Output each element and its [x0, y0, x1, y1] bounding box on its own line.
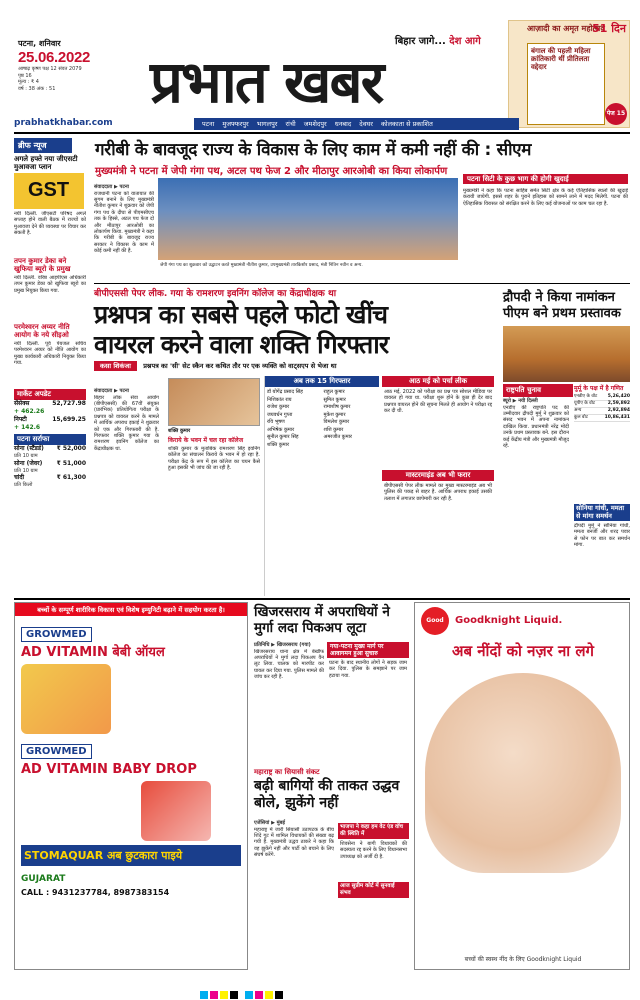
url-bar [14, 118, 630, 130]
maker-logo: GUJARAT [21, 874, 66, 884]
vote-row [574, 394, 630, 401]
product-title: AD VITAMIN BABY DROP [21, 762, 197, 777]
market-name: निफ्टी [14, 416, 27, 423]
newspaper-logo: प्रभात खबर [150, 48, 383, 116]
lead-headline[interactable]: गरीबी के बावजूद राज्य के विकास के लिए काम में कमी नहीं की : सीएम [95, 140, 532, 160]
loot-headline[interactable]: खिजरसराय में अपराधियों ने मुर्गा लदा पिकअप लूटा [254, 604, 390, 636]
maha-sidebar-head: भाजपा ने कहा हम वेट एंड वॉच की स्थिति में [338, 823, 409, 839]
swatch-yellow [265, 991, 273, 999]
bullion-unit: प्रति 10 ग्राम [14, 453, 38, 459]
leak-kicker: बीपीएससी पेपर लीक. गया के रामशरण इवनिंग कॉलेज का केंद्राधीक्षक था [94, 289, 337, 299]
side-body: मुख्यमंत्री ने कहा कि पटना साहिब समेत सिटी क्षेत्र के कई ऐतिहासिक स्थलों की खुदाई करायी जायेगी. इससे शहर के पुराने इतिहास को सामने लाने में मदद मिलेगी. पटना की ऐतिहासिक विरासत को संरक्षित करने के लिए कई योजनाओं पर काम चल रहा है. [463, 188, 628, 207]
bullion-unit: प्रति किलो [14, 482, 33, 488]
leak-date-box [382, 376, 494, 596]
arrested-item: शक्ति कुमार [267, 441, 289, 448]
ad-phone[interactable]: CALL : 9431237784, 8987383154 [21, 888, 170, 897]
bullion-name: सोना (जेवर) [14, 459, 43, 467]
product-image [21, 664, 111, 734]
vote-row [574, 415, 630, 422]
promo-headline: बंगाल की पहली महिला क्रांतिकारी थीं प्रीतिलता वद्देदार [531, 47, 591, 71]
edition-detail: मूल्य : ₹ 4 [18, 79, 39, 85]
section-divider [14, 598, 630, 600]
nav-item[interactable]: रांची [285, 120, 296, 128]
president-body: एनडीए की राष्ट्रपति पद की उम्मीदवार द्रौपदी मुर्मू ने शुक्रवार को संसद भवन में अपना नामांकन दाखिल किया. प्रधानमंत्री नरेंद्र मोदी उनके प्रथम प्रस्तावक बने. इस दौरान कई केंद्रीय मंत्री और मुख्यमंत्री मौजूद रहे. [503, 404, 569, 449]
nav-item[interactable]: पटना [202, 120, 215, 128]
market-value: 15,699.25 [52, 416, 86, 423]
mastermind-head: मास्टरमाइंड अब भी फरार [382, 470, 494, 481]
market-row [14, 416, 86, 424]
maha-sidebar-head: आज सुप्रीम कोर्ट में सुनवाई संभव [338, 882, 409, 898]
swatch-yellow [220, 991, 228, 999]
loot-sidebar-head: गया-पटना मुख्य मार्ग पर आवागमन हुआ सुचारु [327, 642, 409, 658]
loot-dateline: प्रतिनिधि ▶ खिजरसराय (गया) [254, 642, 311, 648]
section-divider [94, 283, 630, 284]
arrested-head: अब तक 15 गिरफ्तार [265, 376, 379, 387]
print-registration-strip [0, 972, 640, 1000]
president-headline[interactable]: द्रौपदी ने किया नामांकन पीएम बने प्रथम प्रस्तावक [503, 290, 621, 321]
swatch-cyan [245, 991, 253, 999]
arrested-item: राहुल कुमार [323, 389, 345, 395]
vote-row [574, 408, 630, 415]
leak-headline-line1[interactable]: प्रश्नपत्र का सबसे पहले फोटो खींच [94, 300, 388, 329]
vote-label: यूपीए के वोट [574, 401, 596, 406]
market-row [14, 424, 86, 432]
vote-value: 2,59,892 [607, 401, 630, 406]
swatch-black [275, 991, 283, 999]
maha-body: महाराष्ट्र में जारी सियासी उठापटक के बीच शिंदे गुट में शामिल विधायकों की संख्या बढ़ गयी है. मुख्यमंत्री उद्धव ठाकरे ने कहा कि वह झुकेंगे नहीं और पार्टी को बचाने के लिए संघर्ष करेंगे. [254, 826, 334, 859]
bullion-row [14, 460, 86, 468]
growmed-ad[interactable] [14, 602, 248, 970]
maha-sidebar [338, 820, 409, 970]
leak-deck [94, 360, 494, 372]
sonia-body: द्रौपदी मुर्मू ने सोनिया गांधी, ममता बनर्जी और शरद पवार से फोन पर बात कर समर्थन मांगा. [574, 523, 630, 549]
sleeping-baby-image [425, 673, 621, 873]
maha-story [254, 820, 334, 970]
edition-detail: आषाढ़ कृष्ण पक्ष 12 संवत 2079 [18, 66, 82, 72]
lead-subhead: मुख्यमंत्री ने पटना में जेपी गंगा पथ, अटल पथ फेज 2 और मीठापुर आरओबी का किया लोकार्पण [95, 166, 448, 177]
brief-news-tag: ब्रीफ न्यूज [14, 138, 72, 153]
arrested-item: राजेश कुमार [267, 404, 290, 410]
arrested-box [264, 376, 379, 596]
lead-story-text [94, 184, 154, 272]
maha-headline[interactable]: बढ़ी बागियों की ताकत उद्धव बोले, झुकेंगे नहीं [254, 778, 400, 811]
color-swatches [200, 984, 285, 1000]
mastermind-body: बीपीएससी पेपर लीक मामले का मुख्य मास्टरमाइंड अब भी पुलिस की पकड़ से बाहर है. आर्थिक अपराध इकाई उसकी तलाश में लगातार छापेमारी कर रही है. [384, 483, 492, 502]
vote-row [574, 401, 630, 408]
arrested-item: डॉ योगेंद्र प्रसाद सिंह [267, 389, 303, 395]
edition-date: 25.06.2022 [18, 49, 91, 66]
swatch-magenta [210, 991, 218, 999]
product-image [141, 781, 211, 841]
bullion-value: ₹ 51,000 [56, 459, 86, 467]
edition-nav [194, 118, 519, 130]
swatch-cyan [200, 991, 208, 999]
lead-body: राजधानी पटना को यातायात की सुगम बनाने के लिए मुख्यमंत्री नीतीश कुमार ने शुक्रवार को जेपी गंगा पथ के दीघा से पीएमसीएच तक के हिस्से, अटल पथ फेज दो और मीठापुर आरओबी का लोकार्पण किया. मुख्यमंत्री ने कहा कि गरीबी के बावजूद राज्य सरकार ने विकास के काम में कोई कमी नहीं की है. [94, 190, 154, 255]
market-change: + 462.26 [14, 408, 45, 415]
arrested-item: जयवर्धन गुप्ता [267, 411, 293, 418]
nav-item[interactable]: देवघर [359, 120, 373, 128]
side-headline[interactable]: पटना सिटी के कुछ भाग की होगी खुदाई [463, 174, 628, 184]
leak-deck-text: प्रश्नपत्र का 'सी' सेट स्कैन कर कथित तौर पर एक व्यक्ति को वाट्सएप से भेजा था [143, 362, 337, 370]
arrested-item: विमलेश कुमार [323, 419, 350, 425]
market-row [14, 400, 86, 408]
brand-logo: GROWMED [21, 744, 92, 759]
arrested-item: अभिषेक कुमार [267, 426, 295, 433]
promo-box[interactable] [508, 20, 630, 128]
brief-news-column [14, 138, 86, 596]
market-update-tag: मार्केट अपडेट [14, 389, 86, 400]
tagline-part: बिहार जागे... [395, 36, 446, 47]
leak-dateline: संवाददाता ▶ पटना [94, 388, 129, 394]
promo-badge: 51 दिन [592, 22, 626, 35]
arrested-item: सुनील कुमार सिंह [267, 434, 299, 440]
brief-headline[interactable]: तपन कुमार डेका बने खुफिया ब्यूरो के प्रमुख [14, 257, 71, 273]
accused-photo [168, 378, 260, 426]
loot-sidebar-body: घटना के बाद स्थानीय लोगों ने सड़क जाम कर दिया. पुलिस के समझाने पर जाम हटाया गया. [329, 660, 407, 679]
brand-logo: GROWMED [21, 627, 92, 642]
accused-photo-name: शक्ति कुमार [168, 428, 191, 434]
maha-sidebar-body: शिवसेना ने बागी विधायकों की सदस्यता रद्द करने के लिए विधानसभा उपाध्यक्ष को अर्जी दी है. [340, 841, 407, 860]
vote-label: कुल वोट [574, 415, 588, 420]
ad-strip: बच्चों के सम्पूर्ण शारीरिक विकास एवं विशेष इम्युनिटी बढ़ाने में सहयोग करता है। [15, 603, 247, 616]
edition-detail: पृष्ठ 16 [18, 72, 32, 79]
goodknight-footer: बच्चों की स्वस्थ नींद के लिए Goodknight Liquid [464, 956, 582, 963]
swatch-black [230, 991, 238, 999]
brief-headline[interactable]: परमेश्वरन अय्यर नीति आयोग के नये सीइओ [14, 323, 70, 339]
loot-body: खिजरसराय थाना क्षेत्र में बेखौफ अपराधियों ने मुर्गा लदा पिकअप वैन लूट लिया. चालक को मारपीट कर घायल कर दिया गया. पुलिस मामले की जांच कर रही है. [254, 648, 324, 681]
tagline [395, 33, 481, 47]
maha-kicker: महाराष्ट्र का सियासी संकट [254, 768, 320, 776]
accused-body: शक्ति कुमार के मुताबिक रामशरण सिंह इवनिंग कॉलेज का संचालन किराये के भवन में हो रहा है. परीक्षा केंद्र के रूप में इस कॉलेज का चयन कैसे हुआ इसकी भी जांच की जा रही है. [168, 446, 260, 472]
swatch-magenta [255, 991, 263, 999]
leak-headline-line2[interactable]: वायरल करने वाला शक्ति गिरफ्तार [94, 330, 389, 359]
brief-text: नयी दिल्ली. जीएसटी परिषद अगले सप्ताह होने वाली बैठक में राज्यों को मुआवजा देने की व्यवस्था पर विचार कर सकती है. [14, 211, 86, 237]
leak-story-text [94, 388, 159, 596]
bullion-value: ₹ 61,300 [56, 474, 86, 481]
date-block [18, 38, 128, 92]
goodknight-slogan: अब नींदों को नज़र ना लगे [451, 642, 595, 660]
market-name: सेंसेक्स [14, 400, 30, 407]
vote-value: 10,86,431 [604, 415, 630, 420]
edition-detail: वर्ष : 38 अंक : 51 [18, 85, 56, 92]
market-change: + 142.6 [14, 424, 41, 431]
vote-label: एनडीए के वोट [574, 394, 598, 399]
arrested-item: रवि भूषण [267, 419, 285, 425]
tagline-part: देश आगे [449, 36, 481, 47]
market-value: 52,727.98 [52, 400, 86, 407]
arrested-item: सुमित कुमार [323, 396, 346, 403]
lead-photo [158, 178, 458, 260]
arrested-item: शशि कुमार [323, 426, 344, 433]
bullion-unit: प्रति 10 ग्राम [14, 467, 38, 474]
vote-value: 5,26,420 [607, 394, 630, 399]
arrested-item: रामाशीष कुमार [323, 404, 351, 410]
leak-body: बिहार लोक सेवा आयोग (बीपीएससी) की 67वीं संयुक्त (प्रारंभिक) प्रतियोगिता परीक्षा के प्रश्नपत्र को वायरल करने के मामले में आर्थिक अपराध इकाई ने शुक्रवार को एक और गिरफ्तारी की है. गिरफ्तार शक्ति कुमार गया के रामशरण इवनिंग कॉलेज का केंद्राधीक्षक था. [94, 394, 159, 452]
arrested-item: अमरजीत कुमार [323, 434, 352, 440]
lead-dateline: संवाददाता ▶ पटना [94, 184, 129, 190]
gst-label: GST [28, 179, 70, 201]
bullion-row [14, 474, 86, 482]
sonia-head[interactable]: सोनिया गांधी, ममता से मांगा समर्थन [574, 504, 630, 521]
vote-value: 2,92,894 [607, 408, 630, 413]
product-title: AD VITAMIN बेबी ऑयल [21, 645, 165, 660]
promo-page-label: पेज 15 [605, 103, 627, 125]
arrested-list [265, 387, 379, 450]
bullion-value: ₹ 52,000 [56, 445, 86, 452]
president-tag: राष्ट्रपति चुनाव [503, 384, 573, 397]
vote-math-head: मुर्मू के पक्ष में है गणित [574, 385, 624, 392]
goodknight-logo: Good knight [421, 607, 449, 635]
promo-title: आज़ादी का अमृत महोत्सव [527, 24, 605, 33]
goodknight-product: Goodknight Liquid. [455, 615, 563, 626]
website-link[interactable]: prabhatkhabar.com [14, 118, 113, 128]
leak-date-body: आठ मई, 2022 को परीक्षा का प्रश्न पत्र सोशल मीडिया पर वायरल हो गया था. परीक्षा शुरू होने के कुछ ही देर बाद प्रश्नपत्र वायरल होने की सूचना मिलते ही आयोग ने परीक्षा रद्द कर दी थी. [384, 389, 492, 415]
lead-photo-caption: जेपी गंगा पथ का शुक्रवार को उद्घाटन करते मुख्यमंत्री नीतीश कुमार, उपमुख्यमंत्री तारकिशोर प्रसाद, मंत्री नितिन नवीन व अन्य. [160, 263, 363, 268]
sonia-box [574, 504, 630, 596]
arrested-item: निशिकांत राय [267, 396, 292, 403]
nav-item[interactable]: जमशेदपुर [303, 120, 327, 128]
president-photo [503, 326, 630, 382]
gst-graphic [14, 173, 84, 209]
edition-city: पटना, शनिवार [18, 39, 61, 48]
product-banner: STOMAQUAR अब छुटकारा पाइये [21, 845, 241, 866]
arrested-item: मुकेश कुमार [323, 411, 346, 418]
brief-text: नयी दिल्ली. वरिष्ठ आइपीएस अधिकारी तपन कुमार डेका को खुफिया ब्यूरो का प्रमुख नियुक्त किया गया. [14, 275, 86, 294]
leak-date-head: आठ मई को पर्चा लीक [382, 376, 494, 387]
brief-text: नयी दिल्ली. पूर्व पेयजल सचिव परमेश्वरन अय्यर को नीति आयोग का मुख्य कार्यकारी अधिकारी नियुक्त किया गया. [14, 341, 86, 367]
bullion-name: सोना (स्टैंडर्ड) [14, 445, 44, 452]
masthead [0, 0, 640, 118]
leak-deck-tag: कसा शिकंजा [94, 361, 137, 371]
vote-label: अन्य [574, 408, 582, 413]
president-story [503, 398, 569, 568]
bullion-tag: पटना सर्राफा [14, 434, 86, 445]
nav-item[interactable]: कोलकाता से प्रकाशित [380, 120, 433, 128]
nav-item[interactable]: मुजफ्फरपुर [222, 120, 249, 128]
promo-headline-box [527, 43, 605, 125]
brief-headline[interactable]: अगले हफ्ते नया जीएसटी मुआवजा प्लान [14, 155, 78, 171]
loot-sidebar [327, 642, 409, 760]
president-dateline: ब्यूरो ▶ नयी दिल्ली [503, 398, 538, 404]
market-row [14, 408, 86, 416]
maha-dateline: एजेंसियां ▶ मुंबई [254, 820, 285, 826]
nav-item[interactable]: भागलपुर [256, 120, 278, 128]
accused-photo-headline[interactable]: किराये के भवन में चल रहा कॉलेज [168, 437, 244, 444]
bullion-row [14, 445, 86, 453]
loot-story [254, 642, 324, 752]
masthead-divider [14, 132, 630, 134]
goodknight-ad[interactable] [414, 602, 630, 970]
bullion-name: चांदी [14, 474, 25, 481]
vote-math-box [574, 384, 630, 504]
nav-item[interactable]: धनबाद [334, 120, 352, 128]
